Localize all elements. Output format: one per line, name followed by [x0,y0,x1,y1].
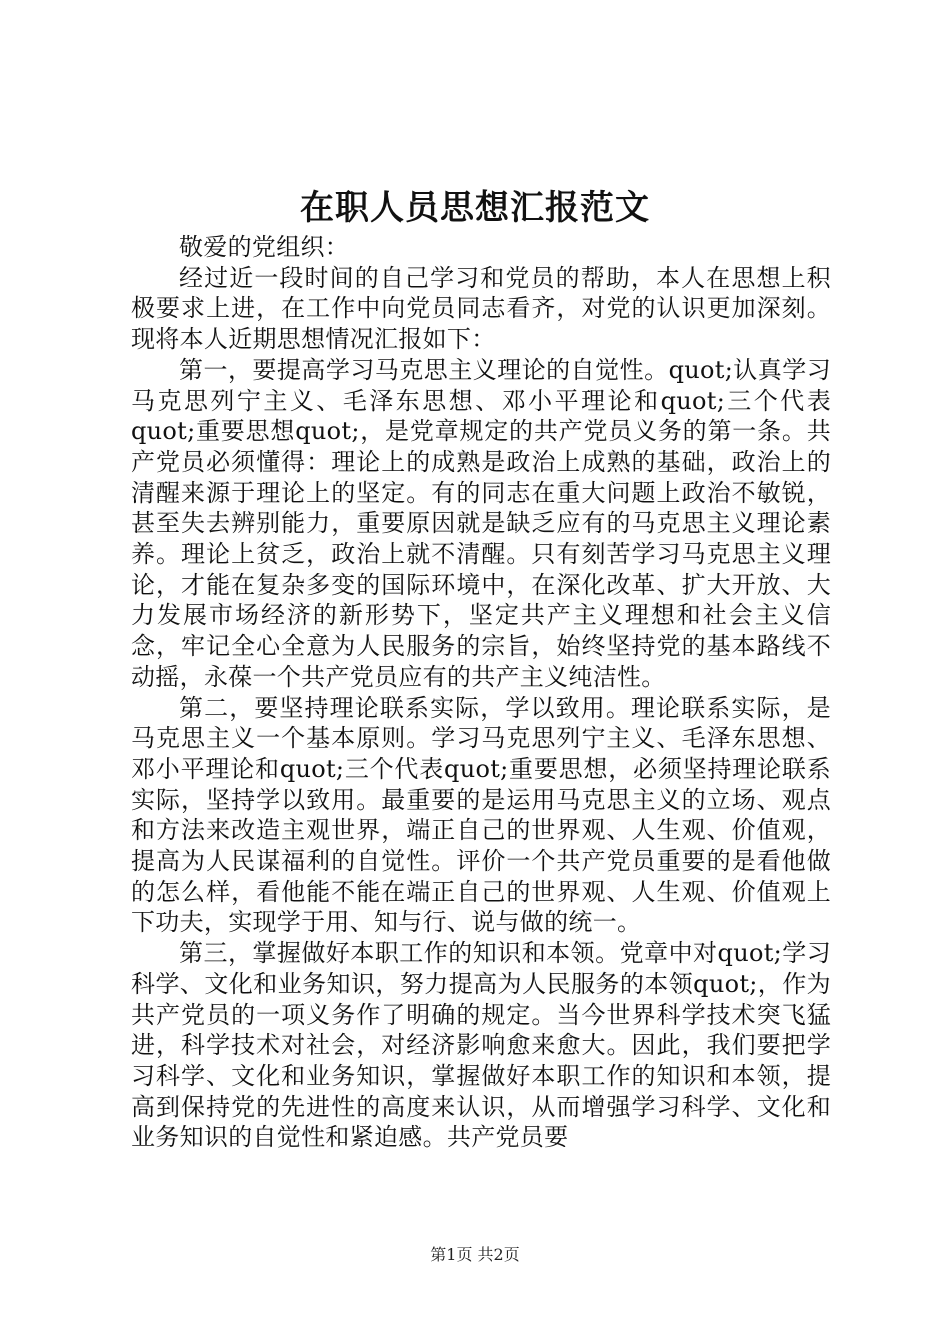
paragraph-second: 第二，要坚持理论联系实际，学以致用。理论联系实际，是马克思主义一个基本原则。学习马克思列宁主义、毛泽东思想、邓小平理论和quot;三个代表quot;重要思想，必须坚持理论联系实际，坚持学以致用。最重要的是运用马克思主义的立场、观点和方法来改造主观世界，端正自己的世界观、人生观、价值观，提高为人民谋福利的自觉性。评价一个共产党员重要的是看他做的怎么样，看他能不能在端正自己的世界观、人生观、价值观上下功夫，实现学于用、知与行、说与做的统一。 [131,693,831,937]
salutation: 敬爱的党组织： [179,233,350,261]
paragraph-intro: 经过近一段时间的自己学习和党员的帮助，本人在思想上积极要求上进，在工作中向党员同志看齐，对党的认识更加深刻。现将本人近期思想情况汇报如下： [131,263,831,354]
paragraph-first: 第一，要提高学习马克思主义理论的自觉性。quot;认真学习马克思列宁主义、毛泽东思想、邓小平理论和quot;三个代表quot;重要思想quot;，是党章规定的共产党员义务的第一条。共产党员必须懂得：理论上的成熟是政治上成熟的基础，政治上的清醒来源于理论上的坚定。有的同志在重大问题上政治不敏锐，甚至失去辨别能力，重要原因就是缺乏应有的马克思主义理论素养。理论上贫乏，政治上就不清醒。只有刻苦学习马克思主义理论，才能在复杂多变的国际环境中，在深化改革、扩大开放、大力发展市场经济的新形势下，坚定共产主义理想和社会主义信念，牢记全心全意为人民服务的宗旨，始终坚持党的基本路线不动摇，永葆一个共产党员应有的共产主义纯洁性。 [131,355,831,691]
paragraph-third: 第三，掌握做好本职工作的知识和本领。党章中对quot;学习科学、文化和业务知识，努力提高为人民服务的本领quot;，作为共产党员的一项义务作了明确的规定。当今世界科学技术突飞猛进，科学技术对社会，对经济影响愈来愈大。因此，我们要把学习科学、文化和业务知识，掌握做好本职工作的知识和本领，提高到保持党的先进性的高度来认识，从而增强学习科学、文化和业务知识的自觉性和紧迫感。共产党员要 [131,939,831,1152]
document-title: 在职人员思想汇报范文 [300,188,650,228]
document-body [131,232,831,1153]
page-number-footer: 第1页 共2页 [430,1245,520,1264]
